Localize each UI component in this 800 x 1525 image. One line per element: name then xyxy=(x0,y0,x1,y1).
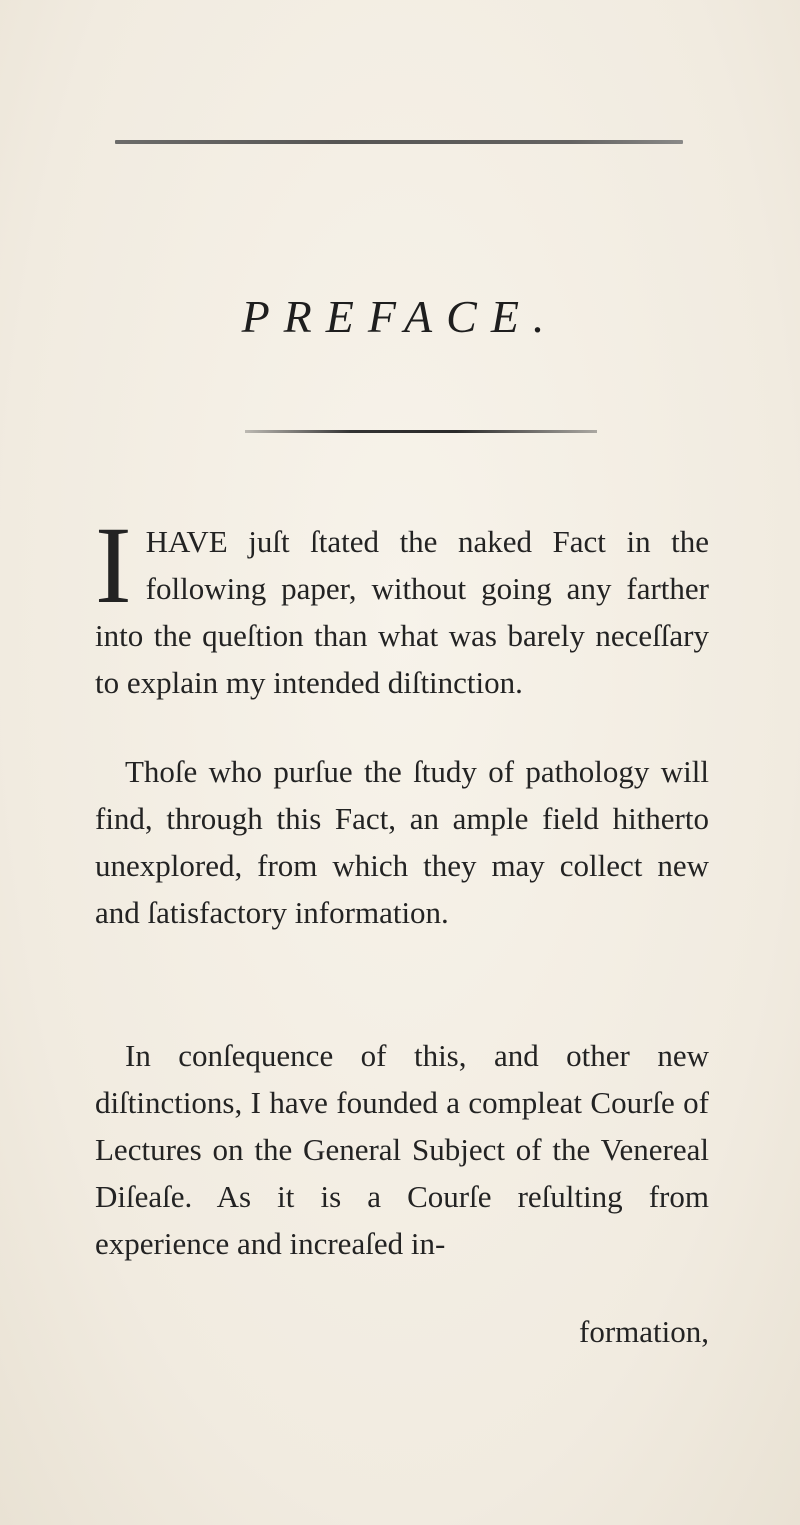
drop-cap: I xyxy=(95,504,132,626)
page-title: PREFACE. xyxy=(241,291,559,342)
paragraph-1 xyxy=(95,504,709,706)
top-rule xyxy=(115,140,683,144)
paragraph-2: Thoſe who purſue the ſtudy of pathology will find, through this Fact, an ample field hitherto unexplored, from which they may collect new and ſatisfactory information. xyxy=(95,754,709,930)
paragraph-3: In conſequence of this, and other new diſtinctions, I have founded a compleat Courſe of Lectures on the General Subject of the Venereal Diſeaſe. As it is a Courſe reſulting from experience and increaſed in- xyxy=(95,1038,709,1261)
title-rule xyxy=(245,430,597,433)
catchword: formation, xyxy=(579,1314,709,1349)
paragraph-1-text: HAVE juſt ſtated the naked Fact in the following paper, without going any farther into the queſtion than what was barely neceſſary to explain my intended diſtinction. xyxy=(95,524,709,700)
